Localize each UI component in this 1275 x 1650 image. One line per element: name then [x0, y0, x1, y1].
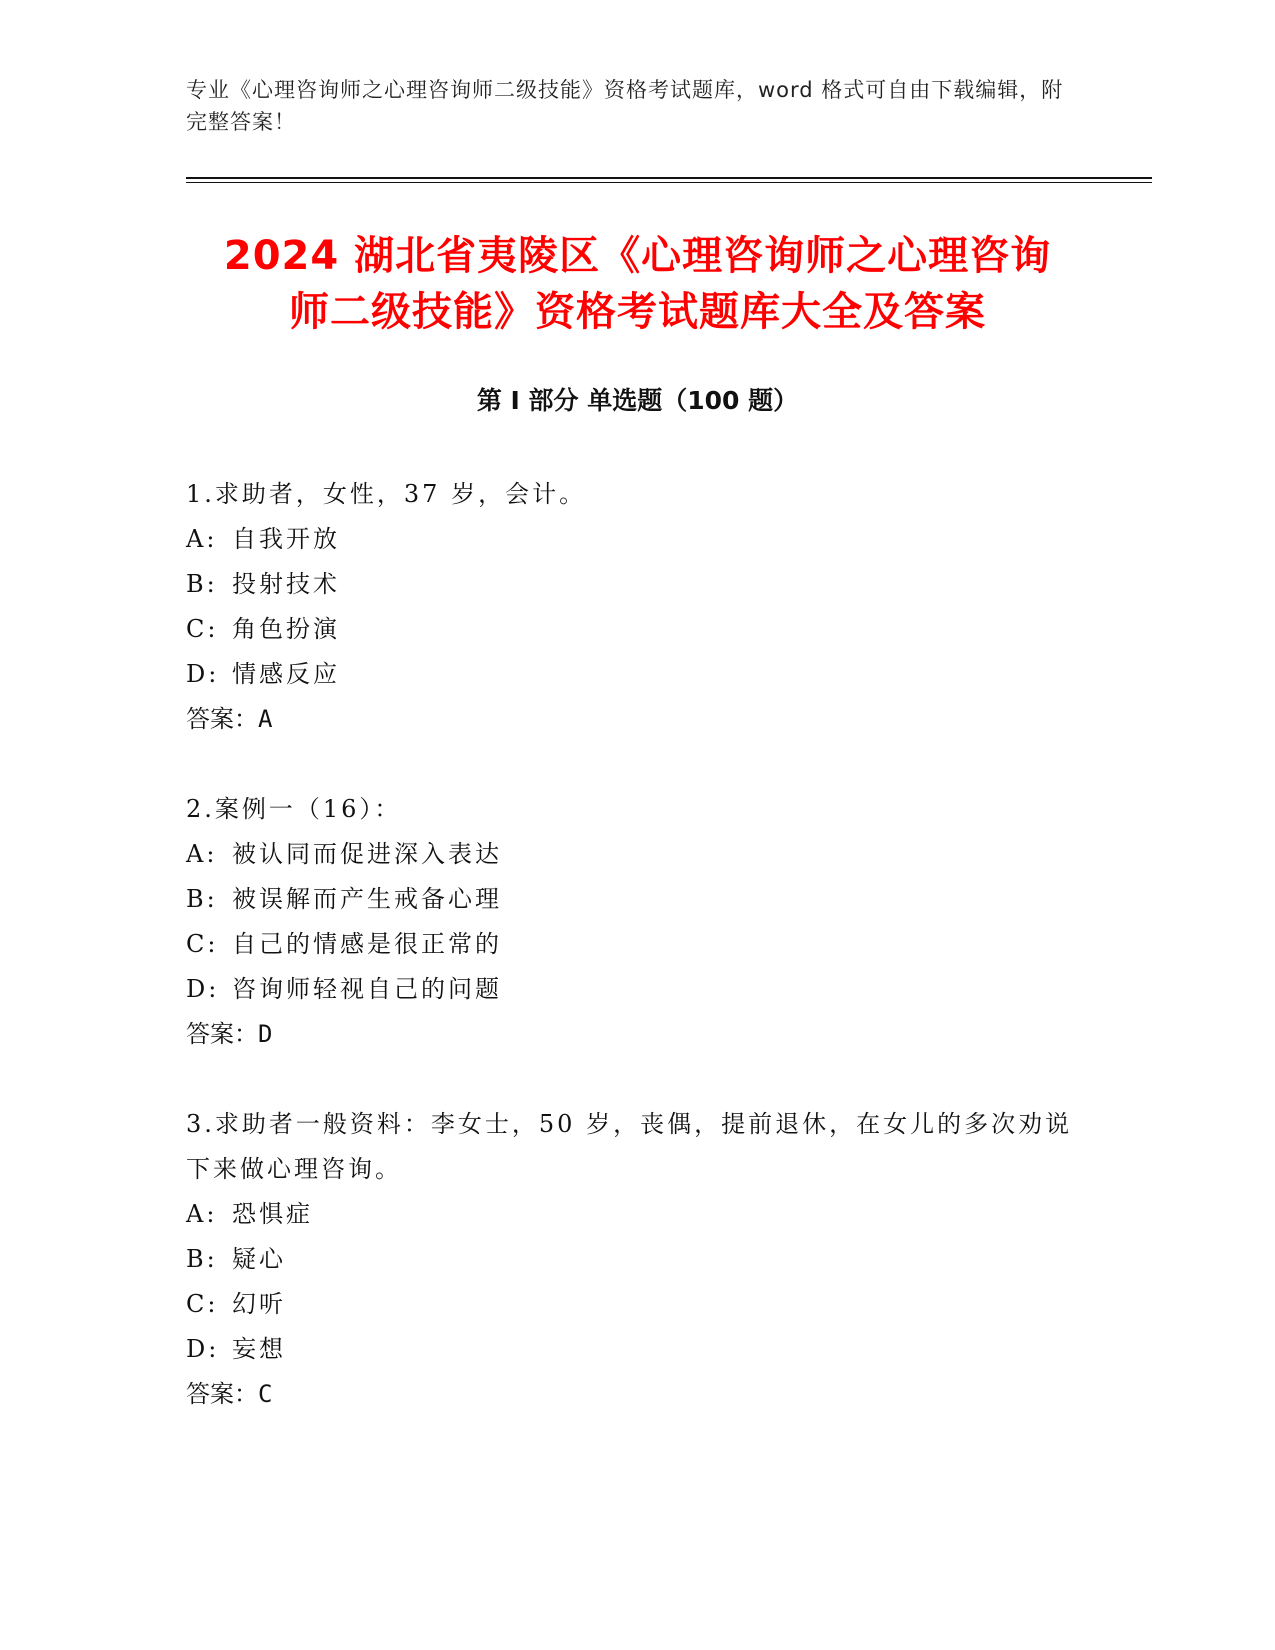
option-text: 咨询师轻视自己的问题 [232, 975, 502, 1003]
question-1 [186, 472, 1086, 742]
option-c [186, 607, 1086, 652]
option-text: 幻听 [232, 1290, 286, 1318]
answer-line: 答案：C [186, 1380, 273, 1408]
option-a [186, 1192, 1086, 1237]
option-key: B: [186, 1245, 218, 1273]
option-a [186, 832, 1086, 877]
option-key: C: [186, 930, 219, 958]
question-list [186, 472, 1086, 1462]
option-c [186, 922, 1086, 967]
question-stem: 3.求助者一般资料：李女士，50 岁，丧偶，提前退休，在女儿的多次劝说下来做心理咨询。 [186, 1110, 1073, 1183]
option-text: 恐惧症 [232, 1200, 313, 1228]
option-a [186, 517, 1086, 562]
option-text: 被认同而促进深入表达 [232, 840, 502, 868]
option-text: 自我开放 [232, 525, 340, 553]
option-b [186, 877, 1086, 922]
option-d [186, 967, 1086, 1012]
header-divider-thin [186, 182, 1152, 183]
option-key: D: [186, 1335, 220, 1363]
answer-line: 答案：A [186, 705, 273, 733]
option-key: C: [186, 1290, 219, 1318]
option-text: 被误解而产生戒备心理 [232, 885, 502, 913]
option-key: B: [186, 570, 218, 598]
option-key: A: [186, 1200, 218, 1228]
header-divider-thick [186, 177, 1152, 179]
question-stem: 2.案例一（16）： [186, 795, 402, 823]
option-text: 妄想 [232, 1335, 286, 1363]
option-d [186, 652, 1086, 697]
option-d [186, 1327, 1086, 1372]
question-stem: 1.求助者，女性，37 岁，会计。 [186, 480, 587, 508]
option-text: 投射技术 [232, 570, 340, 598]
option-text: 疑心 [232, 1245, 286, 1273]
document-title-line-2: 师二级技能》资格考试题库大全及答案 [289, 289, 986, 335]
option-text: 角色扮演 [232, 615, 340, 643]
header-note: 专业《心理咨询师之心理咨询师二级技能》资格考试题库，word 格式可自由下载编辑，附完整答案！ [186, 78, 1064, 134]
document-title [150, 228, 1125, 340]
option-key: D: [186, 975, 220, 1003]
section-title: 第 I 部分 单选题（100 题） [476, 386, 799, 415]
option-b [186, 562, 1086, 607]
option-b [186, 1237, 1086, 1282]
option-key: A: [186, 840, 218, 868]
option-text: 情感反应 [232, 660, 340, 688]
option-c [186, 1282, 1086, 1327]
option-text: 自己的情感是很正常的 [232, 930, 502, 958]
option-key: B: [186, 885, 218, 913]
option-key: D: [186, 660, 220, 688]
document-title-line-1: 2024 湖北省夷陵区《心理咨询师之心理咨询 [223, 233, 1052, 279]
answer-line: 答案：D [186, 1020, 273, 1048]
option-key: A: [186, 525, 218, 553]
option-key: C: [186, 615, 219, 643]
question-2 [186, 787, 1086, 1057]
question-3 [186, 1102, 1086, 1417]
